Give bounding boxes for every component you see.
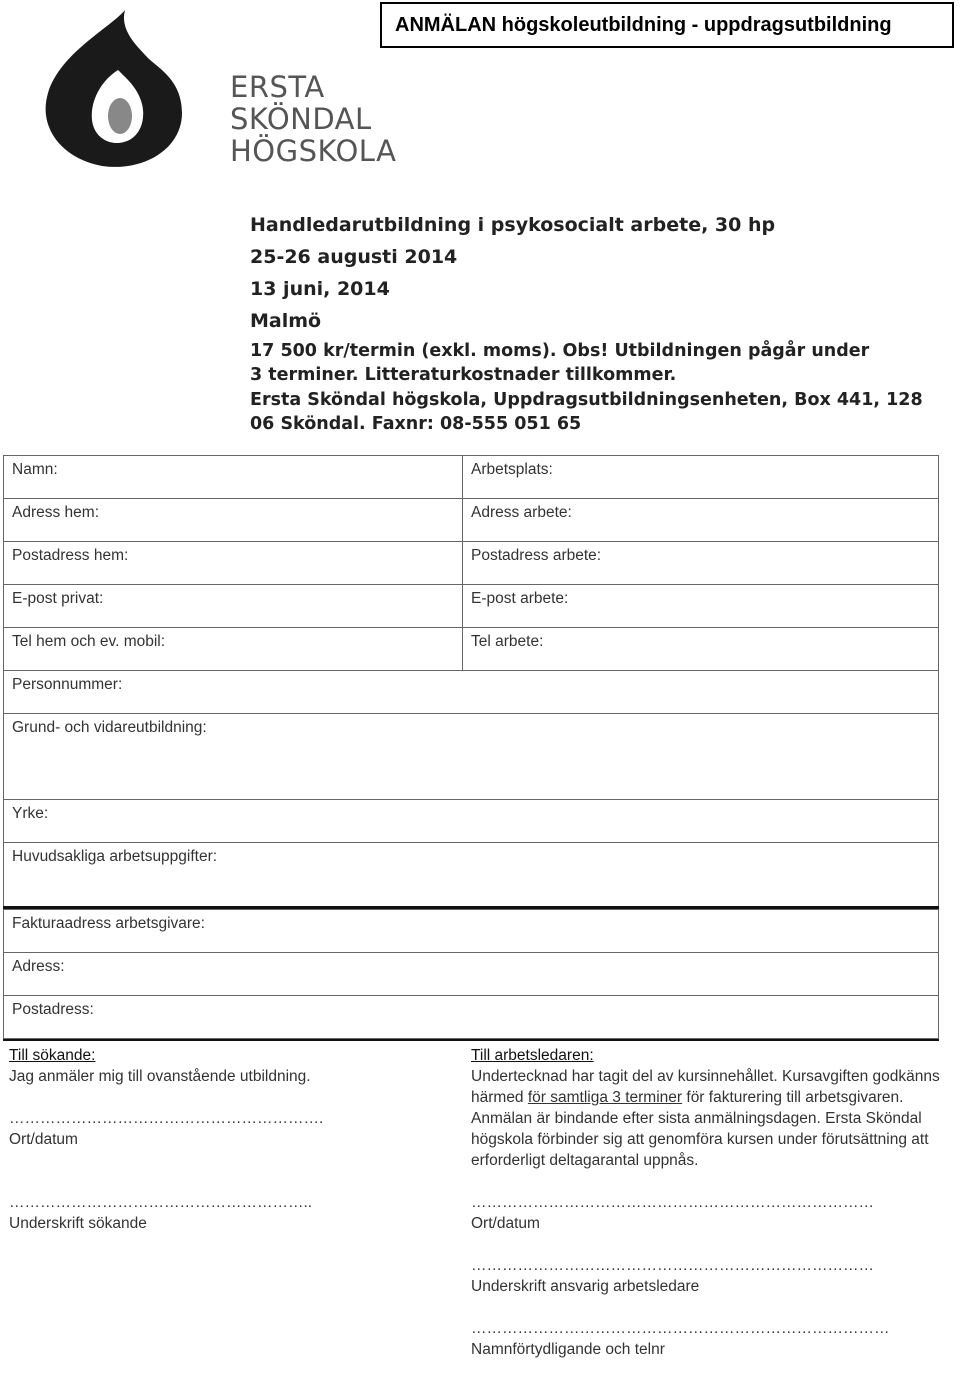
applicant-heading: Till sökande: bbox=[9, 1047, 96, 1064]
applicant-section bbox=[9, 1045, 449, 1234]
manager-section bbox=[471, 1045, 941, 1360]
education-field[interactable] bbox=[3, 713, 939, 800]
flame-logo-icon bbox=[40, 8, 200, 170]
work-address-label: Adress arbete: bbox=[471, 504, 572, 521]
profession-field[interactable] bbox=[3, 799, 939, 843]
personnummer-label: Personnummer: bbox=[12, 676, 123, 693]
workplace-field[interactable] bbox=[462, 455, 939, 499]
manager-signature-label: Underskrift ansvarig arbetsledare bbox=[471, 1278, 700, 1295]
postal-address-field[interactable] bbox=[3, 995, 939, 1039]
manager-name-label: Namnförtydligande och telnr bbox=[471, 1341, 665, 1358]
applicant-date-label: Ort/datum bbox=[9, 1131, 78, 1148]
deadline-value: 13 juni, 2014 bbox=[250, 278, 390, 300]
manager-date-label: Ort/datum bbox=[471, 1215, 540, 1232]
work-postal-field[interactable] bbox=[462, 541, 939, 585]
home-postal-field[interactable] bbox=[3, 541, 463, 585]
duties-label: Huvudsakliga arbetsuppgifter: bbox=[12, 848, 218, 865]
applicant-date-line[interactable]: ……………………………………………………. bbox=[9, 1110, 324, 1127]
manager-heading: Till arbetsledaren: bbox=[471, 1047, 594, 1064]
ersta-skondal-logo bbox=[40, 8, 397, 170]
private-email-field[interactable] bbox=[3, 584, 463, 628]
work-email-field[interactable] bbox=[462, 584, 939, 628]
address-field[interactable] bbox=[3, 952, 939, 996]
duties-field[interactable] bbox=[3, 842, 939, 908]
cost-value: 17 500 kr/termin (exkl. moms). Obs! Utbildningen pågår under 3 terminer. Litteraturkostnader tillkommer. bbox=[250, 341, 870, 385]
home-address-field[interactable] bbox=[3, 498, 463, 542]
work-address-field[interactable] bbox=[462, 498, 939, 542]
logo-wordmark bbox=[230, 71, 396, 167]
logo-line-3: HÖGSKOLA bbox=[230, 134, 397, 168]
document-title: ANMÄLAN högskoleutbildning - uppdragsutbildning bbox=[380, 2, 954, 48]
name-field[interactable] bbox=[3, 455, 463, 499]
personnummer-field[interactable] bbox=[3, 670, 939, 714]
billing-address-label: Fakturaadress arbetsgivare: bbox=[12, 915, 205, 932]
work-phone-field[interactable] bbox=[462, 627, 939, 671]
work-phone-label: Tel arbete: bbox=[471, 633, 544, 650]
education-label: Grund- och vidareutbildning: bbox=[12, 719, 207, 736]
applicant-signature-line[interactable]: ………………………………………………….. bbox=[9, 1194, 313, 1211]
manager-text-before: Undertecknad har tagit del av kursinnehållet. Kursavgiften godkänns härmed bbox=[471, 1068, 940, 1106]
address-label: Adress: bbox=[12, 958, 65, 975]
profession-label: Yrke: bbox=[12, 805, 49, 822]
manager-signature-line[interactable]: …………………………………………………………………… bbox=[471, 1257, 874, 1274]
postal-address-label: Postadress: bbox=[12, 1001, 94, 1018]
home-phone-label: Tel hem och ev. mobil: bbox=[12, 633, 166, 650]
logo-line-2: SKÖNDAL bbox=[230, 102, 372, 136]
home-address-label: Adress hem: bbox=[12, 504, 100, 521]
billing-address-field[interactable] bbox=[3, 909, 939, 953]
location-value: Malmö bbox=[250, 310, 322, 332]
home-postal-label: Postadress hem: bbox=[12, 547, 129, 564]
manager-text bbox=[471, 1066, 941, 1171]
manager-text-after: för fakturering till arbetsgivaren. Anmälan är bindande efter sista anmälningsdagen. Ersta Sköndal högskola förbinder sig att genomföra kursen under förutsättning att erforderligt deltagarantal uppnås. bbox=[471, 1089, 929, 1169]
manager-date-line[interactable]: …………………………………………………………………… bbox=[471, 1194, 874, 1211]
work-email-label: E-post arbete: bbox=[471, 590, 569, 607]
work-postal-label: Postadress arbete: bbox=[471, 547, 602, 564]
start-value: 25-26 augusti 2014 bbox=[250, 246, 458, 268]
name-label: Namn: bbox=[12, 461, 58, 478]
manager-text-underlined: för samtliga 3 terminer bbox=[527, 1089, 683, 1106]
form-bottom-border bbox=[3, 1039, 939, 1041]
workplace-label: Arbetsplats: bbox=[471, 461, 553, 478]
home-phone-field[interactable] bbox=[3, 627, 463, 671]
send-to-value: Ersta Sköndal högskola, Uppdragsutbildningsenheten, Box 441, 128 06 Sköndal. Faxnr: 08-555 051 65 bbox=[250, 390, 923, 434]
private-email-label: E-post privat: bbox=[12, 590, 104, 607]
manager-name-line[interactable]: ……………………………………………………………………… bbox=[471, 1320, 890, 1337]
course-value: Handledarutbildning i psykosocialt arbete, 30 hp bbox=[250, 214, 776, 236]
applicant-signature-label: Underskrift sökande bbox=[9, 1215, 147, 1232]
logo-line-1: ERSTA bbox=[230, 70, 325, 104]
applicant-text: Jag anmäler mig till ovanstående utbildning. bbox=[9, 1068, 311, 1085]
